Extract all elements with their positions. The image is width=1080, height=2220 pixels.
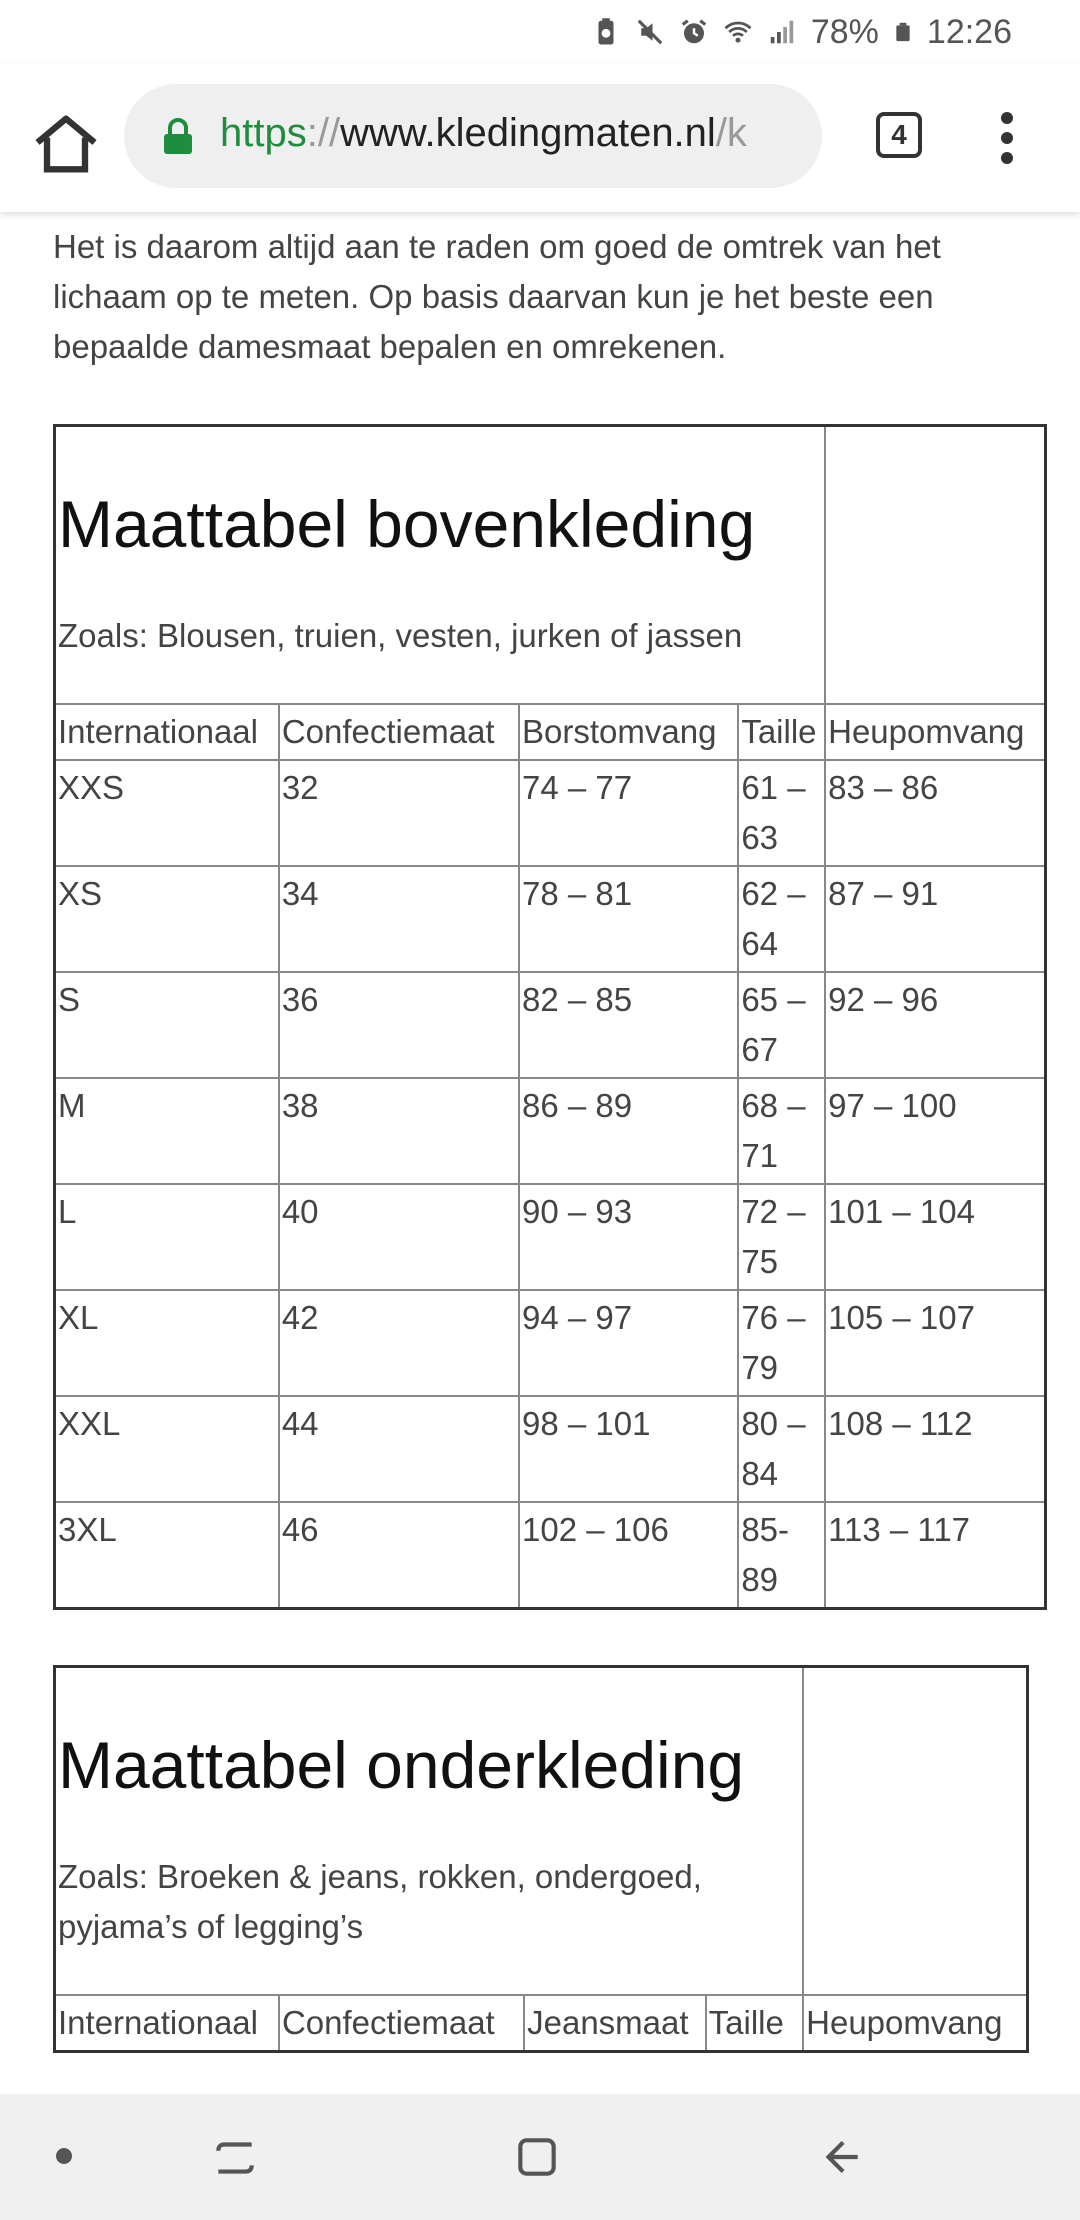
table-cell: 68 – 71 <box>738 1078 825 1184</box>
table-cell: 85-89 <box>738 1502 825 1609</box>
header-cell: Heupomvang <box>803 1995 1027 2052</box>
table-cell: 90 – 93 <box>519 1184 738 1290</box>
table-cell: 105 – 107 <box>825 1290 1045 1396</box>
url-scheme: https <box>220 111 307 155</box>
table-cell: XXL <box>55 1396 279 1502</box>
table-cell: 97 – 100 <box>825 1078 1045 1184</box>
table-cell: 102 – 106 <box>519 1502 738 1609</box>
table-cell: 36 <box>279 972 519 1078</box>
header-cell: Taille <box>706 1995 803 2052</box>
table-cell: S <box>55 972 279 1078</box>
table-cell: 101 – 104 <box>825 1184 1045 1290</box>
table-cell: 74 – 77 <box>519 760 738 866</box>
table-subtitle: Zoals: Broeken & jeans, rokken, ondergoed, pyjama’s of legging’s <box>58 1858 702 1945</box>
battery-percentage: 78% <box>810 12 879 51</box>
table-cell: L <box>55 1184 279 1290</box>
table-cell: XL <box>55 1290 279 1396</box>
intro-paragraph: Het is daarom altijd aan te raden om goed de omtrek van het lichaam op te meten. Op basis daarvan kun je het beste een bepaalde damesmaat bepalen en omrekenen. <box>53 228 941 365</box>
table-cell: 86 – 89 <box>519 1078 738 1184</box>
table-cell: 92 – 96 <box>825 972 1045 1078</box>
table-row <box>55 1502 1046 1609</box>
table-subtitle: Zoals: Blousen, truien, vesten, jurken of jassen <box>58 617 743 654</box>
table-cell: 34 <box>279 866 519 972</box>
table-cell: 46 <box>279 1502 519 1609</box>
recent-apps-icon[interactable] <box>210 2132 260 2182</box>
table-title: Maattabel onderkleding <box>58 1728 745 1802</box>
table-cell: 65 – 67 <box>738 972 825 1078</box>
table-cell: 113 – 117 <box>825 1502 1045 1609</box>
size-table-bottom <box>53 1665 1029 2053</box>
table-row <box>55 1396 1046 1502</box>
empty-cell <box>803 1667 1027 1996</box>
table-header-row <box>55 1995 1028 2052</box>
lock-icon <box>162 118 194 154</box>
table-title-cell <box>55 1667 804 1996</box>
size-table-top <box>53 424 1047 1610</box>
table-cell: M <box>55 1078 279 1184</box>
overflow-menu-icon[interactable] <box>990 112 1024 170</box>
table-row <box>55 1184 1046 1290</box>
header-cell: Confectiemaat <box>279 1995 524 2052</box>
tab-switcher-button[interactable]: 4 <box>876 112 922 158</box>
wifi-icon <box>723 17 753 47</box>
table-cell: XS <box>55 866 279 972</box>
table-cell: 38 <box>279 1078 519 1184</box>
battery-icon <box>893 17 913 47</box>
table-cell: XXS <box>55 760 279 866</box>
back-icon[interactable] <box>816 2132 866 2182</box>
header-cell: Borstomvang <box>519 704 738 760</box>
url-path: /k <box>715 111 747 155</box>
mute-icon <box>635 17 665 47</box>
table-cell: 42 <box>279 1290 519 1396</box>
table-title: Maattabel bovenkleding <box>58 487 756 561</box>
table-row <box>55 760 1046 866</box>
header-cell: Internationaal <box>55 1995 279 2052</box>
table-title-row <box>55 1667 1028 1996</box>
status-bar <box>0 0 1080 64</box>
url-separator: :// <box>306 111 341 155</box>
nav-dot-icon[interactable] <box>56 2148 72 2164</box>
table-row <box>55 972 1046 1078</box>
header-cell: Jeansmaat <box>524 1995 706 2052</box>
empty-cell <box>825 426 1045 705</box>
table-title-row <box>55 426 1046 705</box>
table-cell: 76 – 79 <box>738 1290 825 1396</box>
header-cell: Confectiemaat <box>279 704 519 760</box>
header-cell: Taille <box>738 704 825 760</box>
table-row <box>55 1078 1046 1184</box>
table-title-cell <box>55 426 826 705</box>
page-content[interactable] <box>0 212 1080 2094</box>
header-cell: Internationaal <box>55 704 279 760</box>
system-nav-bar <box>0 2094 1080 2220</box>
home-icon[interactable] <box>28 106 104 182</box>
nav-home-icon[interactable] <box>512 2132 562 2182</box>
table-cell: 82 – 85 <box>519 972 738 1078</box>
table-header-row <box>55 704 1046 760</box>
browser-toolbar <box>0 64 1080 212</box>
table-cell: 98 – 101 <box>519 1396 738 1502</box>
table-cell: 40 <box>279 1184 519 1290</box>
url-host: www.kledingmaten.nl <box>340 111 716 155</box>
table-cell: 44 <box>279 1396 519 1502</box>
table-cell: 61 – 63 <box>738 760 825 866</box>
table-cell: 78 – 81 <box>519 866 738 972</box>
table-cell: 72 – 75 <box>738 1184 825 1290</box>
header-cell: Heupomvang <box>825 704 1045 760</box>
table-cell: 32 <box>279 760 519 866</box>
battery-saver-icon <box>591 17 621 47</box>
table-cell: 87 – 91 <box>825 866 1045 972</box>
table-cell: 108 – 112 <box>825 1396 1045 1502</box>
table-cell: 3XL <box>55 1502 279 1609</box>
table-row <box>55 1290 1046 1396</box>
table-cell: 94 – 97 <box>519 1290 738 1396</box>
table-cell: 80 – 84 <box>738 1396 825 1502</box>
address-bar[interactable] <box>124 84 822 188</box>
table-cell: 83 – 86 <box>825 760 1045 866</box>
table-cell: 62 – 64 <box>738 866 825 972</box>
signal-icon <box>767 17 797 47</box>
clock: 12:26 <box>926 12 1012 51</box>
table-row <box>55 866 1046 972</box>
url-text[interactable] <box>220 111 747 156</box>
alarm-icon <box>679 17 709 47</box>
